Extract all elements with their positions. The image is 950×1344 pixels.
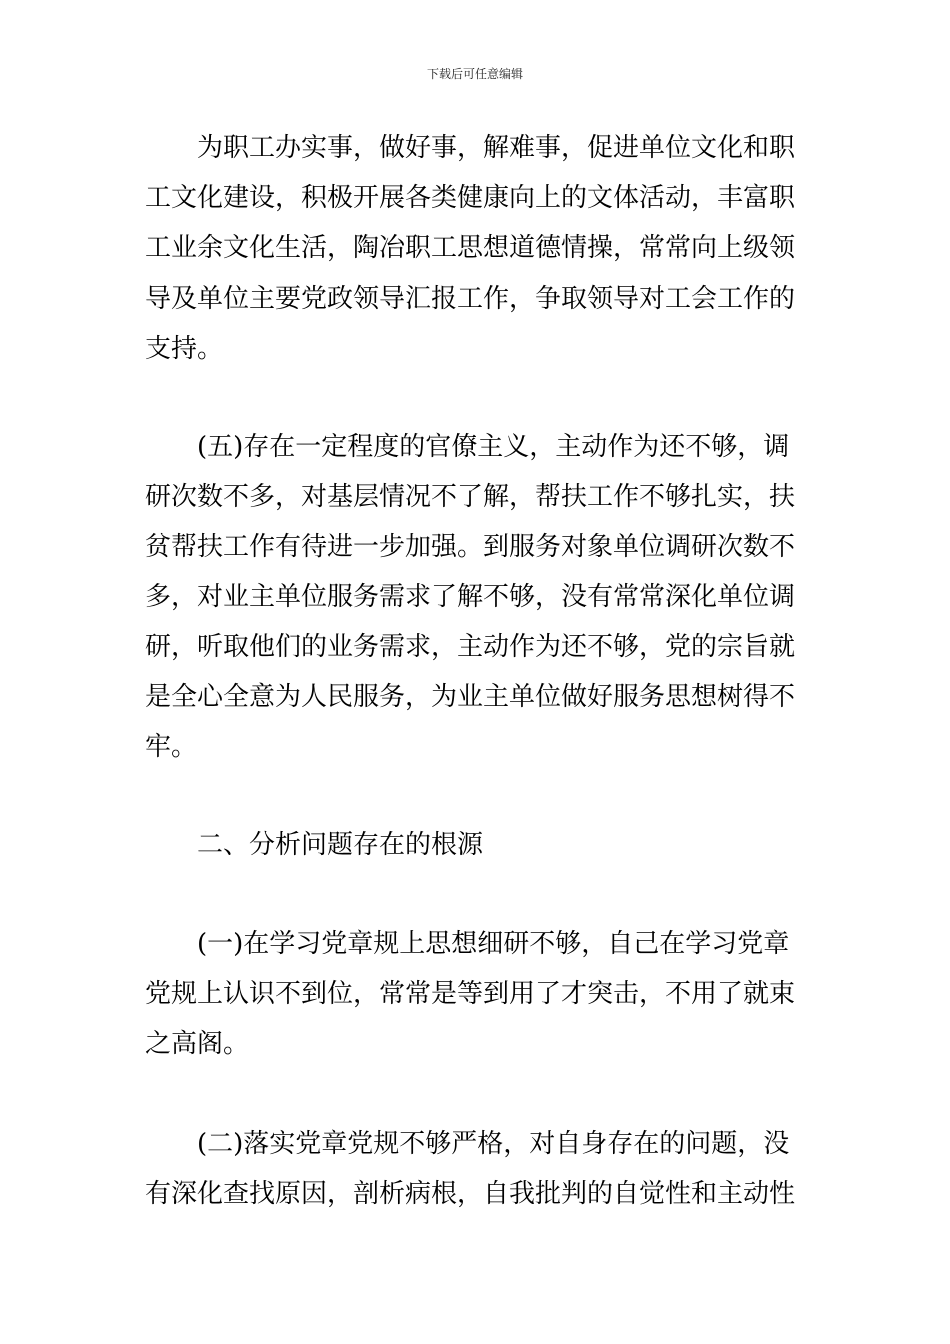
section-heading: 二、分析问题存在的根源: [197, 830, 484, 860]
paragraph-3-line-1: (一)在学习党章规上思想细研不够，自己在学习党章: [197, 929, 790, 959]
paragraph-1-line-1: 为职工办实事，做好事，解难事，促进单位文化和职: [197, 133, 796, 163]
paragraph-1-line-3: 工业余文化生活，陶冶职工思想道德情操，常常向上级领: [145, 233, 796, 263]
paragraph-1-line-5: 支持。: [145, 334, 224, 364]
paragraph-4-line-1: (二)落实党章党规不够严格，对自身存在的问题，没: [197, 1129, 790, 1159]
paragraph-2-line-4: 多，对业主单位服务需求了解不够，没有常常深化单位调: [145, 582, 796, 612]
paragraph-3-line-3: 之高阁。: [145, 1029, 250, 1059]
paragraph-2-line-3: 贫帮扶工作有待进一步加强。到服务对象单位调研次数不: [145, 532, 796, 562]
header-note: 下载后可任意编辑: [426, 67, 523, 81]
paragraph-2-line-1: (五)存在一定程度的官僚主义，主动作为还不够，调: [197, 432, 790, 462]
paragraph-4-line-2: 有深化查找原因，剖析病根，自我批判的自觉性和主动性: [145, 1179, 796, 1209]
paragraph-2-line-6: 是全心全意为人民服务，为业主单位做好服务思想树得不: [145, 682, 796, 712]
paragraph-1-line-2: 工文化建设，积极开展各类健康向上的文体活动，丰富职: [145, 183, 796, 213]
paragraph-2-line-7: 牢。: [145, 732, 198, 762]
paragraph-2-line-2: 研次数不多，对基层情况不了解，帮扶工作不够扎实，扶: [145, 482, 796, 512]
paragraph-2-line-5: 研，听取他们的业务需求，主动作为还不够，党的宗旨就: [145, 632, 796, 662]
paragraph-1-line-4: 导及单位主要党政领导汇报工作，争取领导对工会工作的: [145, 284, 796, 314]
paragraph-3-line-2: 党规上认识不到位，常常是等到用了才突击，不用了就束: [145, 979, 796, 1009]
